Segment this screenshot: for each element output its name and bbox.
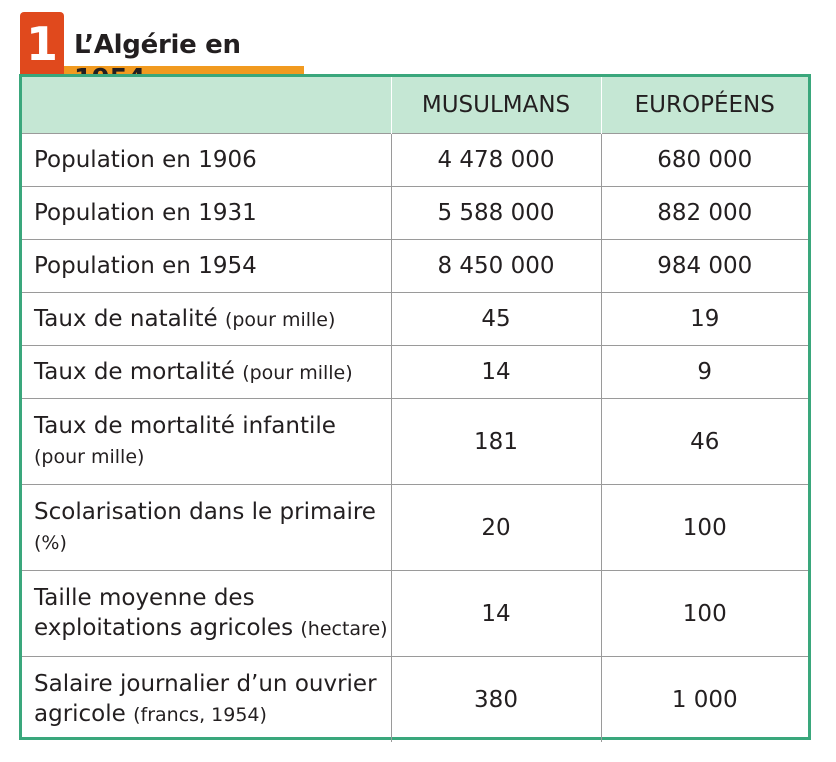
cell-musulmans: 4 478 000 <box>391 134 601 187</box>
table-row <box>22 346 808 399</box>
cell-europeens: 100 <box>601 571 808 657</box>
table-row <box>22 571 808 657</box>
cell-europeens: 46 <box>601 399 808 485</box>
row-label <box>22 346 391 399</box>
row-unit: (francs, 1954) <box>133 704 267 726</box>
number-badge <box>20 12 64 74</box>
cell-musulmans: 5 588 000 <box>391 187 601 240</box>
cell-europeens: 19 <box>601 293 808 346</box>
row-unit: (pour mille) <box>242 361 353 384</box>
row-unit: (pour mille) <box>34 446 145 468</box>
cell-europeens: 1 000 <box>601 657 808 743</box>
row-label-text: Taille moyenne des exploitations agricoles <box>34 585 294 641</box>
data-table <box>22 77 808 742</box>
row-label-text: Scolarisation dans le primaire <box>34 499 376 525</box>
badge-number: 1 <box>25 17 58 71</box>
cell-europeens: 984 000 <box>601 240 808 293</box>
row-label-text: Taux de mortalité <box>34 358 235 385</box>
row-label <box>22 571 391 657</box>
row-unit: (hectare) <box>300 618 388 640</box>
row-label <box>22 399 391 485</box>
cell-musulmans: 20 <box>391 485 601 571</box>
row-label <box>22 134 391 187</box>
table-row <box>22 134 808 187</box>
table-row <box>22 399 808 485</box>
cell-musulmans: 181 <box>391 399 601 485</box>
data-table-frame <box>19 74 811 740</box>
row-label-text: Salaire journalier d’un ouvrier agricole <box>34 671 377 727</box>
document-title: L’Algérie en <box>74 30 241 60</box>
document-header <box>20 12 304 76</box>
row-label <box>22 485 391 571</box>
cell-musulmans: 14 <box>391 571 601 657</box>
row-unit: (pour mille) <box>224 308 336 331</box>
cell-europeens: 882 000 <box>601 187 808 240</box>
column-header-musulmans: MUSULMANS <box>391 77 601 134</box>
table-row <box>22 293 808 346</box>
column-header-europeens: EUROPÉENS <box>601 77 808 134</box>
row-label <box>22 240 391 293</box>
row-label <box>22 187 391 240</box>
row-label <box>22 293 391 346</box>
row-label-text: Population en 1931 <box>34 200 257 226</box>
row-label-text: Taux de natalité <box>34 305 218 332</box>
table-row <box>22 657 808 743</box>
table-row <box>22 187 808 240</box>
cell-musulmans: 45 <box>391 293 601 346</box>
cell-europeens: 680 000 <box>601 134 808 187</box>
row-unit: (%) <box>34 532 67 554</box>
cell-musulmans: 8 450 000 <box>391 240 601 293</box>
header-empty-cell <box>22 77 391 134</box>
table-header-row <box>22 77 808 134</box>
row-label-text: Population en 1954 <box>34 253 257 279</box>
row-label-text: Taux de mortalité infantile <box>34 413 336 439</box>
cell-musulmans: 14 <box>391 346 601 399</box>
row-label <box>22 657 391 743</box>
row-label-text: Population en 1906 <box>34 147 257 173</box>
cell-europeens: 9 <box>601 346 808 399</box>
table-row <box>22 485 808 571</box>
table-row <box>22 240 808 293</box>
cell-musulmans: 380 <box>391 657 601 743</box>
cell-europeens: 100 <box>601 485 808 571</box>
